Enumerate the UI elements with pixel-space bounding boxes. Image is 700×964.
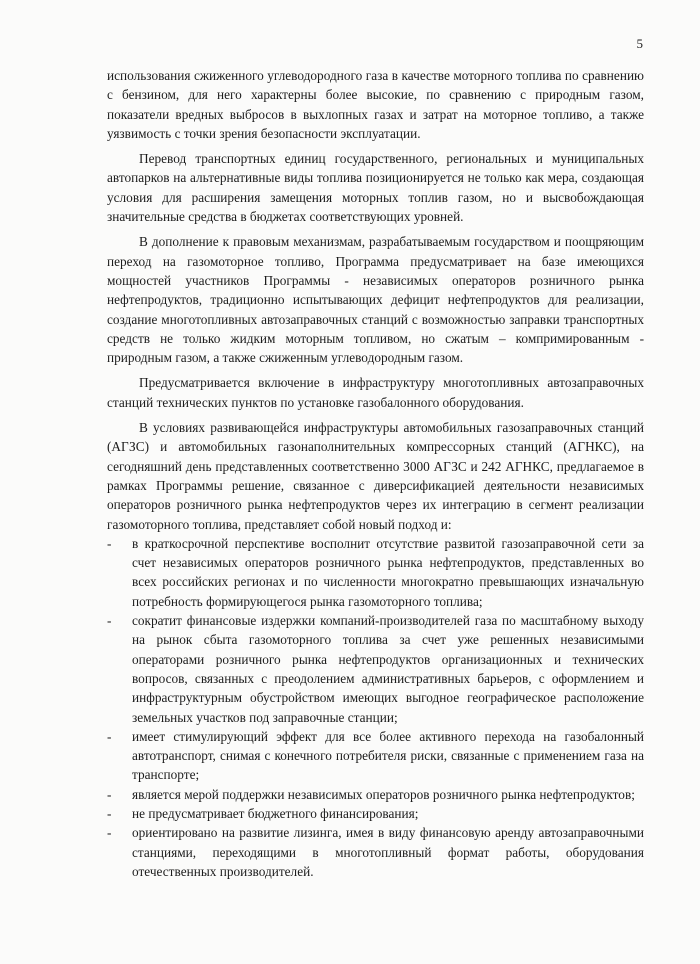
paragraph-continuation: использования сжиженного углеводородного газа в качестве моторного топлива по сравнению с бензином, для него характерны более высокие, по сравнению с природным газом, показатели вредных выбросов в выхлопных газах и затрат на моторное топливо, а также уязвимость с точки зрения безопасности эксплуатации. <box>107 68 644 141</box>
bullet-text: имеет стимулирующий эффект для все более активного перехода на газобалонный автотранспорт, снимая с конечного потребителя риски, связанные с применением газа на транспорте; <box>132 728 644 783</box>
bullet-item <box>107 534 644 611</box>
paragraph: Предусматривается включение в инфраструктуру многотопливных автозаправочных станций технических пунктов по установке газобалонного оборудования. <box>107 375 644 410</box>
bullet-item <box>107 823 644 881</box>
paragraph: В условиях развивающейся инфраструктуры автомобильных газозаправочных станций (АГЗС) и автомобильных газонаполнительных компрессорных станций (АГНКС), на сегодняшний день представленных соответственно 3000 АГЗС и 242 АГНКС, предлагаемое в рамках Программы решение, связанное с диверсификацией деятельности независимых операторов розничного рынка нефтепродуктов через их интеграцию в сегмент реализации газомоторного топлива, представляет собой новый подход и: <box>107 420 644 532</box>
bullet-text: в краткосрочной перспективе восполнит отсутствие развитой газозаправочной сети за счет независимых операторов розничного рынка нефтепродуктов, представленных во всех российских регионах и по численности многократно превышающих изначальную потребность формирующегося рынка газомоторного топлива; <box>132 535 644 609</box>
bullet-item <box>107 611 644 727</box>
bullet-dash: - <box>107 786 112 802</box>
bullet-dash: - <box>107 805 112 821</box>
bullet-dash: - <box>107 613 112 629</box>
bullet-text: сократит финансовые издержки компаний-производителей газа по масштабному выходу на рынок сбыта газомоторного топлива за счет уже решенных независимыми операторами розничного рынка нефтепродуктов организационных и технических вопросов, связанных с преодолением административных барьеров, с оформлением и инфраструктурным обустройством имеющих выгодное географическое расположение земельных участков под заправочные станции; <box>132 613 644 725</box>
bullet-item <box>107 785 644 804</box>
document-body <box>107 66 644 881</box>
bullet-text: является мерой поддержки независимых операторов розничного рынка нефтепродуктов; <box>132 786 635 802</box>
bullet-list <box>107 534 644 881</box>
page-number: 5 <box>636 36 643 51</box>
paragraph: В дополнение к правовым механизмам, разрабатываемым государством и поощряющим переход на газомоторное топливо, Программа предусматривает на базе имеющихся мощностей участников Программы - независимых операторов розничного рынка нефтепродуктов, традиционно испытывающих дефицит нефтепродуктов для реализации, создание многотопливных автозаправочных станций с возможностью заправки транспортных средств не только жидким моторным топливом, но сжатым – компримированным - природным газом, а также сжиженным углеводородным газом. <box>107 234 644 366</box>
paragraph: Перевод транспортных единиц государственного, региональных и муниципальных автопарков на альтернативные виды топлива позиционируется не только как мера, создающая условия для расширения замещения моторных топлив газом, но и высвобождающая значительные средства в бюджетах соответствующих уровней. <box>107 151 644 225</box>
bullet-item <box>107 727 644 785</box>
bullet-item <box>107 804 644 823</box>
bullet-dash: - <box>107 535 112 551</box>
bullet-text: не предусматривает бюджетного финансирования; <box>132 805 419 821</box>
bullet-dash: - <box>107 825 112 841</box>
bullet-dash: - <box>107 728 112 744</box>
bullet-text: ориентировано на развитие лизинга, имея в виду финансовую аренду автозаправочными станциями, переходящими в многотопливный формат работы, оборудования отечественных производителей. <box>132 825 644 879</box>
